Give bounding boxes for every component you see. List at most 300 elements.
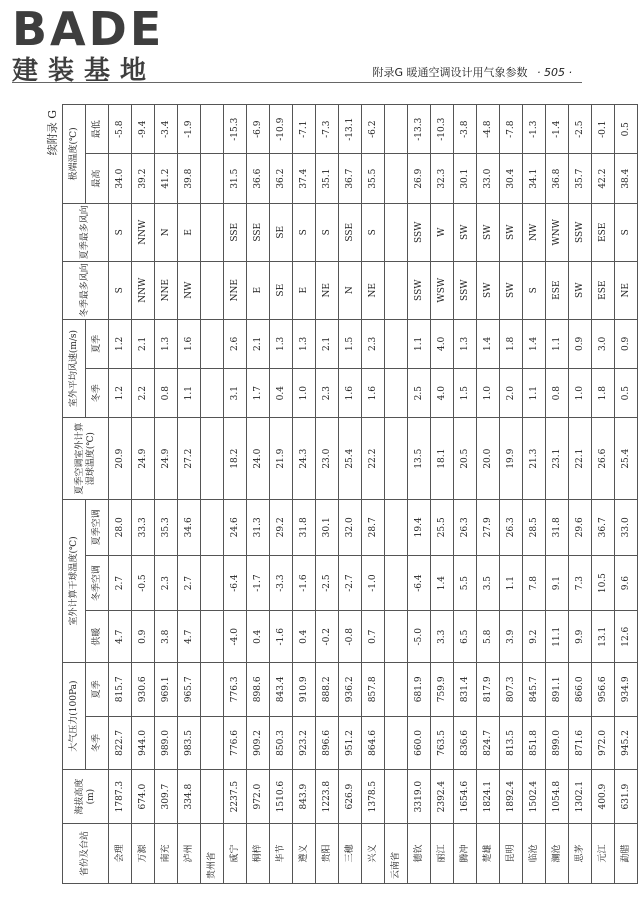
- header-summer-ac: 夏季空调: [86, 499, 109, 555]
- table-cell: -6.4: [408, 555, 431, 611]
- table-caption: 续附录 G: [46, 110, 59, 156]
- table-cell: 26.6: [592, 418, 615, 500]
- table-cell: N: [155, 203, 178, 261]
- table-cell: 334.8: [178, 770, 201, 824]
- table-cell: -7.8: [500, 105, 523, 154]
- table-cell: 930.6: [132, 663, 155, 717]
- table-cell: 12.6: [615, 611, 638, 663]
- table-cell: 32.0: [339, 499, 362, 555]
- table-cell: 1.1: [408, 319, 431, 368]
- table-cell: 681.9: [408, 663, 431, 717]
- station-name: 丽江: [431, 823, 454, 883]
- empty-cell: [385, 105, 408, 154]
- table-cell: 25.4: [615, 418, 638, 500]
- table-cell: 843.4: [270, 663, 293, 717]
- table-cell: WNW: [546, 203, 569, 261]
- table-cell: 3.0: [592, 319, 615, 368]
- header-p-summer: 夏季: [86, 663, 109, 717]
- table-row: [132, 105, 155, 884]
- table-cell: -3.3: [270, 555, 293, 611]
- province-name: 贵州省: [201, 823, 224, 883]
- empty-cell: [201, 555, 224, 611]
- table-cell: 0.5: [615, 105, 638, 154]
- table-cell: 35.5: [362, 154, 385, 203]
- table-cell: 41.2: [155, 154, 178, 203]
- table-cell: 1.1: [178, 369, 201, 418]
- table-cell: 817.9: [477, 663, 500, 717]
- table-cell: -0.5: [132, 555, 155, 611]
- table-cell: 20.5: [454, 418, 477, 500]
- table-cell: SE: [270, 203, 293, 261]
- table-cell: 13.1: [592, 611, 615, 663]
- table-row: [316, 105, 339, 884]
- table-cell: -1.7: [247, 555, 270, 611]
- table-cell: 9.1: [546, 555, 569, 611]
- table-cell: SW: [500, 261, 523, 319]
- table-row: [546, 105, 569, 884]
- table-row: [523, 105, 546, 884]
- table-cell: -2.7: [339, 555, 362, 611]
- table-cell: -1.3: [523, 105, 546, 154]
- table-cell: 864.6: [362, 716, 385, 770]
- table-cell: 3.5: [477, 555, 500, 611]
- table-cell: SW: [477, 261, 500, 319]
- table-cell: 3.9: [500, 611, 523, 663]
- table-cell: 1502.4: [523, 770, 546, 824]
- table-cell: 33.3: [132, 499, 155, 555]
- table-row: [431, 105, 454, 884]
- table-cell: 836.6: [454, 716, 477, 770]
- table-cell: SSW: [408, 203, 431, 261]
- table-cell: 400.9: [592, 770, 615, 824]
- table-cell: 965.7: [178, 663, 201, 717]
- table-cell: 626.9: [339, 770, 362, 824]
- table-cell: 2.1: [247, 319, 270, 368]
- table-cell: -6.4: [224, 555, 247, 611]
- empty-cell: [385, 369, 408, 418]
- empty-cell: [201, 611, 224, 663]
- table-cell: 21.9: [270, 418, 293, 500]
- table-cell: 0.9: [132, 611, 155, 663]
- table-cell: NE: [362, 261, 385, 319]
- running-head-title: 附录G 暖通空调设计用气象参数: [372, 66, 528, 79]
- table-cell: 26.3: [454, 499, 477, 555]
- table-cell: -5.8: [109, 105, 132, 154]
- logo-subtitle: 建装基地: [12, 56, 157, 86]
- station-name: 澜沧: [546, 823, 569, 883]
- table-cell: 23.0: [316, 418, 339, 500]
- table-cell: -1.9: [178, 105, 201, 154]
- header-wind-summer: 夏季: [86, 319, 109, 368]
- table-cell: 2.1: [132, 319, 155, 368]
- table-row: [408, 105, 431, 884]
- table-cell: 36.2: [270, 154, 293, 203]
- table-row: [592, 105, 615, 884]
- table-row: [224, 105, 247, 884]
- table-cell: 11.1: [546, 611, 569, 663]
- table-cell: 26.3: [500, 499, 523, 555]
- page-number: · 505 ·: [537, 66, 572, 79]
- empty-cell: [385, 418, 408, 500]
- logo: [12, 2, 165, 86]
- table-cell: 1787.3: [109, 770, 132, 824]
- table-body: [109, 105, 638, 884]
- rotated-table-area: [44, 104, 631, 884]
- table-cell: 31.3: [247, 499, 270, 555]
- table-cell: 33.0: [615, 499, 638, 555]
- header-altitude-unit: (m): [85, 788, 96, 805]
- table-cell: 1.0: [477, 369, 500, 418]
- table-cell: 0.4: [247, 611, 270, 663]
- table-cell: 31.8: [546, 499, 569, 555]
- station-name: 思茅: [569, 823, 592, 883]
- station-name: 兴义: [362, 823, 385, 883]
- table-cell: 3319.0: [408, 770, 431, 824]
- table-cell: 1.4: [523, 319, 546, 368]
- header-dir-summer: 夏季最多风向: [63, 203, 109, 261]
- table-cell: 0.4: [293, 611, 316, 663]
- table-cell: 20.9: [109, 418, 132, 500]
- station-name: 德钦: [408, 823, 431, 883]
- table-cell: 2.3: [155, 555, 178, 611]
- table-cell: SW: [500, 203, 523, 261]
- table-cell: 1.3: [155, 319, 178, 368]
- table-cell: ESE: [592, 203, 615, 261]
- table-cell: 25.4: [339, 418, 362, 500]
- table-cell: 28.5: [523, 499, 546, 555]
- table-cell: 898.6: [247, 663, 270, 717]
- table-cell: 20.0: [477, 418, 500, 500]
- table-cell: SW: [569, 261, 592, 319]
- table-cell: 5.5: [454, 555, 477, 611]
- table-cell: 2.3: [362, 319, 385, 368]
- header-rule: [12, 82, 582, 83]
- table-cell: 763.5: [431, 716, 454, 770]
- empty-cell: [201, 716, 224, 770]
- table-cell: 1.8: [592, 369, 615, 418]
- header-altitude-label: 海拔高度: [74, 778, 85, 815]
- table-row: [247, 105, 270, 884]
- table-cell: 18.1: [431, 418, 454, 500]
- header-max: 最高: [86, 154, 109, 203]
- table-row: [615, 105, 638, 884]
- header-wind: 室外平均风速(m/s): [63, 319, 86, 418]
- table-cell: S: [362, 203, 385, 261]
- table-cell: SSW: [569, 203, 592, 261]
- table-cell: 910.9: [293, 663, 316, 717]
- table-cell: 18.2: [224, 418, 247, 500]
- table-cell: S: [316, 203, 339, 261]
- table-cell: 42.2: [592, 154, 615, 203]
- station-name: 毕节: [270, 823, 293, 883]
- table-cell: S: [523, 261, 546, 319]
- table-cell: -15.3: [224, 105, 247, 154]
- table-cell: 845.7: [523, 663, 546, 717]
- table-cell: -7.3: [316, 105, 339, 154]
- table-cell: 850.3: [270, 716, 293, 770]
- table-cell: 24.6: [224, 499, 247, 555]
- table-cell: 27.9: [477, 499, 500, 555]
- table-cell: -13.1: [339, 105, 362, 154]
- table-cell: S: [615, 203, 638, 261]
- empty-cell: [385, 499, 408, 555]
- table-cell: NNW: [132, 203, 155, 261]
- table-cell: -2.5: [316, 555, 339, 611]
- table-cell: 24.3: [293, 418, 316, 500]
- table-cell: SW: [454, 203, 477, 261]
- empty-cell: [385, 203, 408, 261]
- table-cell: 34.6: [178, 499, 201, 555]
- table-cell: 909.2: [247, 716, 270, 770]
- table-cell: W: [431, 203, 454, 261]
- table-cell: 1.7: [247, 369, 270, 418]
- table-cell: 896.6: [316, 716, 339, 770]
- table-cell: 843.9: [293, 770, 316, 824]
- table-cell: 31.8: [293, 499, 316, 555]
- empty-cell: [201, 499, 224, 555]
- table-cell: 0.9: [615, 319, 638, 368]
- empty-cell: [385, 261, 408, 319]
- table-cell: 1654.6: [454, 770, 477, 824]
- empty-cell: [201, 663, 224, 717]
- table-cell: 4.0: [431, 369, 454, 418]
- table-cell: S: [293, 203, 316, 261]
- table-cell: 871.6: [569, 716, 592, 770]
- empty-cell: [385, 611, 408, 663]
- table-cell: 36.8: [546, 154, 569, 203]
- table-cell: -9.4: [132, 105, 155, 154]
- header-winter-ac: 冬季空调: [86, 555, 109, 611]
- table-cell: 27.2: [178, 418, 201, 500]
- table-cell: 26.9: [408, 154, 431, 203]
- station-name: 泸州: [178, 823, 201, 883]
- table-cell: 4.7: [178, 611, 201, 663]
- table-cell: 0.7: [362, 611, 385, 663]
- table-cell: 2.1: [316, 319, 339, 368]
- table-cell: 972.0: [592, 716, 615, 770]
- empty-cell: [201, 261, 224, 319]
- table-cell: 34.1: [523, 154, 546, 203]
- table-cell: 1.0: [293, 369, 316, 418]
- table-cell: 33.0: [477, 154, 500, 203]
- table-cell: 36.7: [339, 154, 362, 203]
- table-cell: 9.2: [523, 611, 546, 663]
- table-row: [477, 105, 500, 884]
- table-cell: 2.7: [109, 555, 132, 611]
- table-cell: -0.2: [316, 611, 339, 663]
- header-station: 省份及台站: [63, 823, 109, 883]
- table-row: [155, 105, 178, 884]
- station-name: 桐梓: [247, 823, 270, 883]
- province-name: 云南省: [385, 823, 408, 883]
- table-cell: E: [247, 261, 270, 319]
- table-cell: 30.1: [316, 499, 339, 555]
- table-row: [109, 105, 132, 884]
- table-cell: 944.0: [132, 716, 155, 770]
- table-cell: -1.4: [546, 105, 569, 154]
- empty-cell: [385, 555, 408, 611]
- table-cell: 983.5: [178, 716, 201, 770]
- table-cell: 2.0: [500, 369, 523, 418]
- empty-cell: [201, 770, 224, 824]
- table-cell: 0.5: [615, 369, 638, 418]
- table-cell: 39.2: [132, 154, 155, 203]
- header-p-winter: 冬季: [86, 716, 109, 770]
- table-cell: -3.8: [454, 105, 477, 154]
- table-cell: 19.4: [408, 499, 431, 555]
- table-cell: 2.2: [132, 369, 155, 418]
- table-cell: 22.1: [569, 418, 592, 500]
- header-dir-winter: 冬季最多风向: [63, 261, 109, 319]
- table-cell: 936.2: [339, 663, 362, 717]
- table-cell: 19.9: [500, 418, 523, 500]
- table-cell: -4.8: [477, 105, 500, 154]
- rotated-table-content: [44, 104, 631, 884]
- table-cell: 813.5: [500, 716, 523, 770]
- table-cell: NE: [615, 261, 638, 319]
- table-cell: 0.4: [270, 369, 293, 418]
- table-cell: 37.4: [293, 154, 316, 203]
- table-cell: 866.0: [569, 663, 592, 717]
- header-min: 最低: [86, 105, 109, 154]
- table-cell: SSW: [454, 261, 477, 319]
- table-cell: 923.2: [293, 716, 316, 770]
- table-cell: 23.1: [546, 418, 569, 500]
- table-cell: 2392.4: [431, 770, 454, 824]
- station-name: 楚雄: [477, 823, 500, 883]
- table-cell: E: [178, 203, 201, 261]
- table-cell: 32.3: [431, 154, 454, 203]
- table-cell: 31.5: [224, 154, 247, 203]
- table-cell: 34.0: [109, 154, 132, 203]
- table-cell: 22.2: [362, 418, 385, 500]
- table-cell: SSE: [339, 203, 362, 261]
- table-cell: 776.6: [224, 716, 247, 770]
- table-cell: -6.9: [247, 105, 270, 154]
- table-cell: 989.0: [155, 716, 178, 770]
- table-cell: NNE: [155, 261, 178, 319]
- empty-cell: [201, 319, 224, 368]
- table-cell: 24.9: [132, 418, 155, 500]
- table-cell: 36.7: [592, 499, 615, 555]
- empty-cell: [201, 154, 224, 203]
- table-cell: 1.3: [270, 319, 293, 368]
- station-name: 勐腊: [615, 823, 638, 883]
- table-cell: 10.5: [592, 555, 615, 611]
- header-altitude: [63, 770, 109, 824]
- header-drybulb: 室外计算干球温度(℃): [63, 499, 86, 662]
- station-name: 会理: [109, 823, 132, 883]
- station-name: 三穗: [339, 823, 362, 883]
- table-row: [339, 105, 362, 884]
- table-cell: 35.7: [569, 154, 592, 203]
- header-extreme: 极端温度(℃): [63, 105, 86, 204]
- header-pressure: 大气压力(100Pa): [63, 663, 86, 770]
- empty-cell: [201, 105, 224, 154]
- table-cell: -1.0: [362, 555, 385, 611]
- table-cell: 13.5: [408, 418, 431, 500]
- table-cell: -6.2: [362, 105, 385, 154]
- table-cell: 1510.6: [270, 770, 293, 824]
- table-cell: 945.2: [615, 716, 638, 770]
- table-cell: 38.4: [615, 154, 638, 203]
- table-cell: 0.9: [569, 319, 592, 368]
- table-cell: 35.1: [316, 154, 339, 203]
- table-cell: WSW: [431, 261, 454, 319]
- table-cell: 1.5: [339, 319, 362, 368]
- table-cell: 1.6: [339, 369, 362, 418]
- table-cell: 1.4: [431, 555, 454, 611]
- table-cell: 807.3: [500, 663, 523, 717]
- table-cell: 9.9: [569, 611, 592, 663]
- table-cell: 24.0: [247, 418, 270, 500]
- table-cell: 934.9: [615, 663, 638, 717]
- table-cell: 1.1: [500, 555, 523, 611]
- table-cell: 0.8: [546, 369, 569, 418]
- table-row: [270, 105, 293, 884]
- table-cell: 28.7: [362, 499, 385, 555]
- table-cell: E: [293, 261, 316, 319]
- table-cell: SSE: [247, 203, 270, 261]
- table-cell: NNW: [132, 261, 155, 319]
- table-cell: 956.6: [592, 663, 615, 717]
- table-cell: -3.4: [155, 105, 178, 154]
- table-cell: 1.6: [178, 319, 201, 368]
- table-cell: 831.4: [454, 663, 477, 717]
- empty-cell: [385, 716, 408, 770]
- province-row: [385, 105, 408, 884]
- table-cell: 3.3: [431, 611, 454, 663]
- table-cell: 2.7: [178, 555, 201, 611]
- table-cell: SE: [270, 261, 293, 319]
- table-cell: ESE: [592, 261, 615, 319]
- table-row: [293, 105, 316, 884]
- table-cell: 5.8: [477, 611, 500, 663]
- empty-cell: [201, 369, 224, 418]
- table-cell: 21.3: [523, 418, 546, 500]
- table-cell: 36.6: [247, 154, 270, 203]
- table-cell: -0.1: [592, 105, 615, 154]
- table-cell: 4.0: [431, 319, 454, 368]
- table-cell: 1824.1: [477, 770, 500, 824]
- station-name: 腾冲: [454, 823, 477, 883]
- table-cell: 39.8: [178, 154, 201, 203]
- table-row: [454, 105, 477, 884]
- table-cell: 30.4: [500, 154, 523, 203]
- station-name: 南充: [155, 823, 178, 883]
- table-cell: 2.5: [408, 369, 431, 418]
- empty-cell: [385, 319, 408, 368]
- empty-cell: [201, 203, 224, 261]
- table-cell: 951.2: [339, 716, 362, 770]
- table-cell: -13.3: [408, 105, 431, 154]
- station-name: 贵阳: [316, 823, 339, 883]
- empty-cell: [385, 663, 408, 717]
- station-name: 临沧: [523, 823, 546, 883]
- table-cell: 857.8: [362, 663, 385, 717]
- table-cell: 631.9: [615, 770, 638, 824]
- table-cell: 759.9: [431, 663, 454, 717]
- table-cell: NNE: [224, 261, 247, 319]
- table-cell: -1.6: [270, 611, 293, 663]
- table-cell: 1.1: [523, 369, 546, 418]
- table-cell: 309.7: [155, 770, 178, 824]
- table-cell: -10.9: [270, 105, 293, 154]
- table-cell: SSW: [408, 261, 431, 319]
- table-cell: 1223.8: [316, 770, 339, 824]
- table-cell: 1.2: [109, 369, 132, 418]
- table-cell: 4.7: [109, 611, 132, 663]
